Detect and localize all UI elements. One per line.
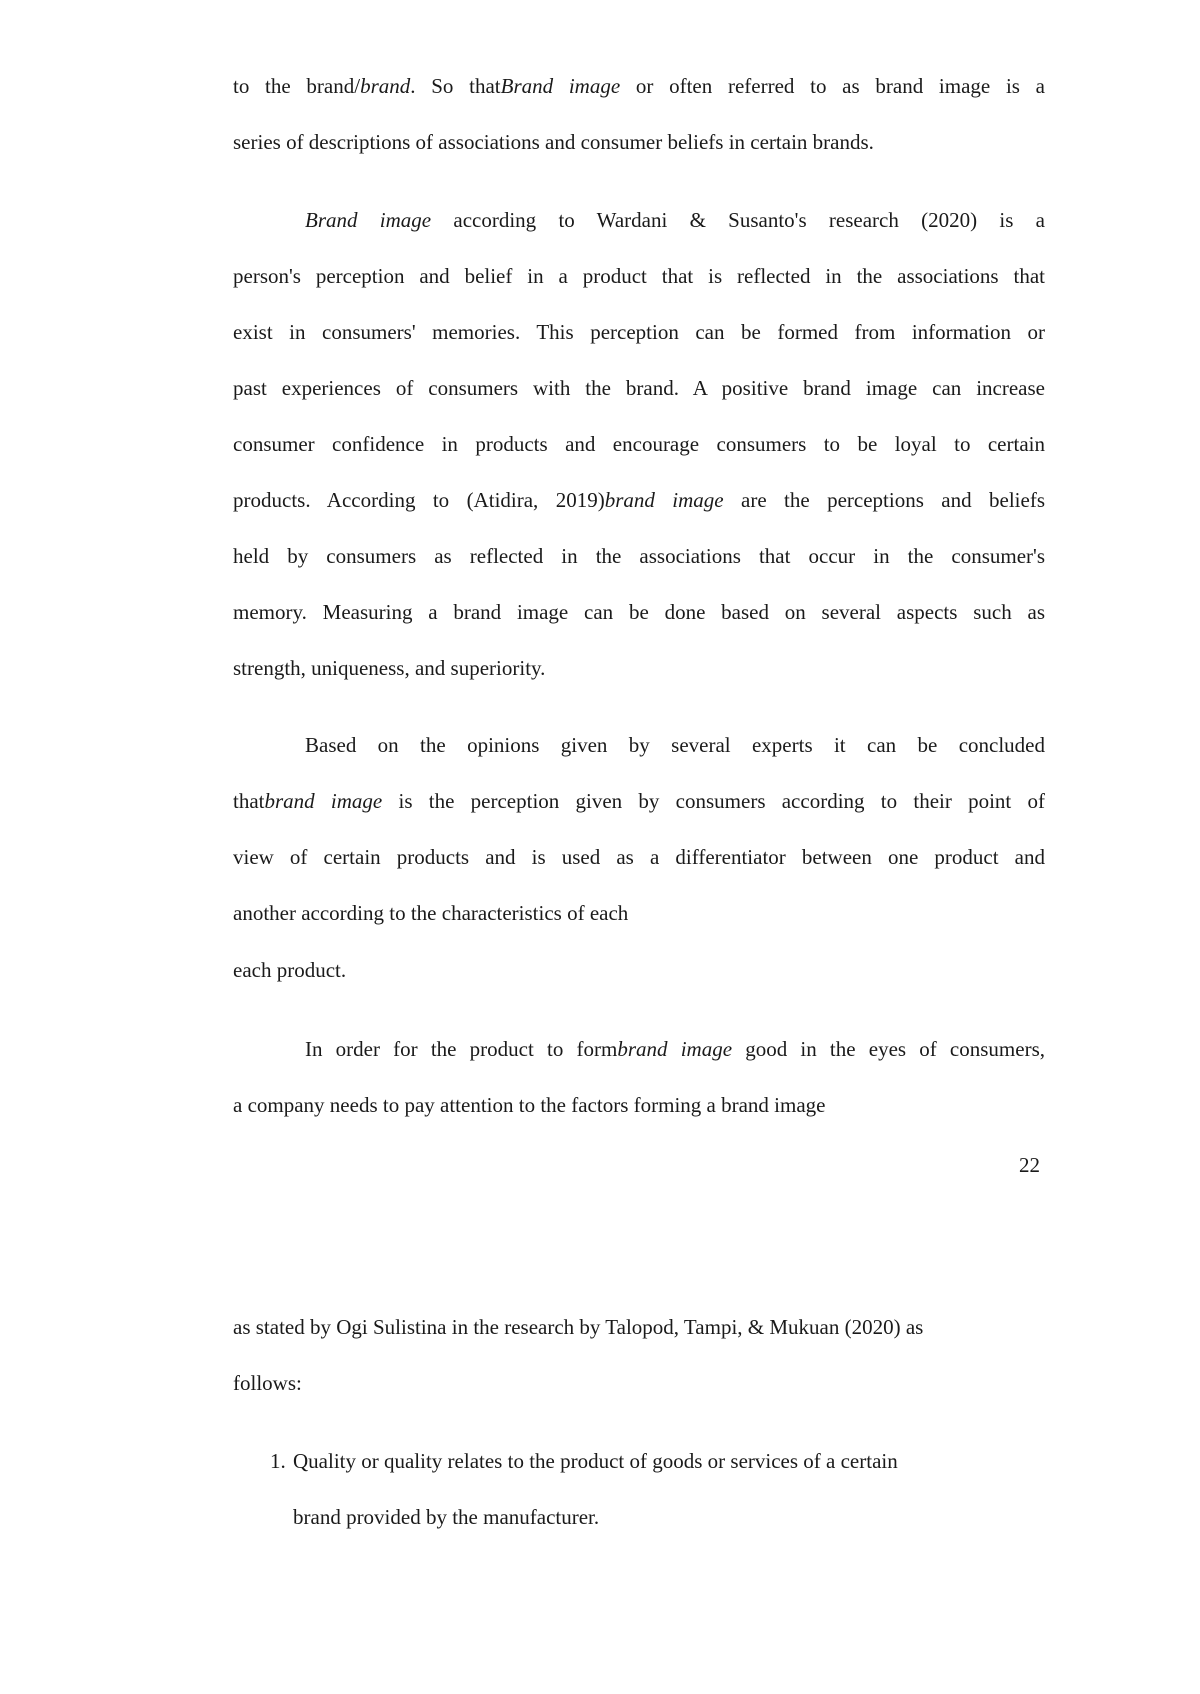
paragraph-5-line-2: follows:: [233, 1371, 302, 1395]
paragraph-4-line-1: In order for the product to formbrand image good in the eyes of consumers,: [305, 1037, 1045, 1061]
paragraph-3-line-1: Based on the opinions given by several experts it can be concluded: [305, 733, 1045, 757]
paragraph-2-line-7: held by consumers as reflected in the associations that occur in the consumer's: [233, 544, 1045, 568]
paragraph-3-line-4: another according to the characteristics of each: [233, 901, 629, 925]
paragraph-2-line-4: past experiences of consumers with the brand. A positive brand image can increase: [233, 376, 1045, 400]
paragraph-3-line-3: view of certain products and is used as a differentiator between one product and: [233, 845, 1045, 869]
paragraph-3-line-5: each product.: [233, 958, 347, 982]
list-item-line-2: brand provided by the manufacturer.: [293, 1505, 600, 1529]
paragraph-2-line-9: strength, uniqueness, and superiority.: [233, 656, 546, 680]
paragraph-2-line-1: Brand image according to Wardani & Susanto's research (2020) is a: [305, 208, 1045, 232]
paragraph-4-line-2: a company needs to pay attention to the factors forming a brand image: [233, 1093, 826, 1117]
list-item-number: 1.: [270, 1449, 286, 1473]
paragraph-2-line-5: consumer confidence in products and encourage consumers to be loyal to certain: [233, 432, 1045, 456]
paragraph-1-line-1: to the brand/brand. So thatBrand image or often referred to as brand image is a: [233, 74, 1045, 98]
page-number: 22: [1019, 1153, 1040, 1177]
paragraph-2-line-8: memory. Measuring a brand image can be done based on several aspects such as: [233, 600, 1045, 624]
paragraph-3-line-2: thatbrand image is the perception given by consumers according to their point of: [233, 789, 1045, 813]
paragraph-2-line-6: products. According to (Atidira, 2019)brand image are the perceptions and beliefs: [233, 488, 1045, 512]
paragraph-5-line-1: as stated by Ogi Sulistina in the research by Talopod, Tampi, & Mukuan (2020) as: [233, 1315, 924, 1339]
paragraph-2-line-2: person's perception and belief in a product that is reflected in the associations that: [233, 264, 1045, 288]
list-item-line-1: Quality or quality relates to the product of goods or services of a certain: [293, 1449, 898, 1473]
paragraph-2-line-3: exist in consumers' memories. This perception can be formed from information or: [233, 320, 1045, 344]
paragraph-1-line-2: series of descriptions of associations and consumer beliefs in certain brands.: [233, 130, 874, 154]
